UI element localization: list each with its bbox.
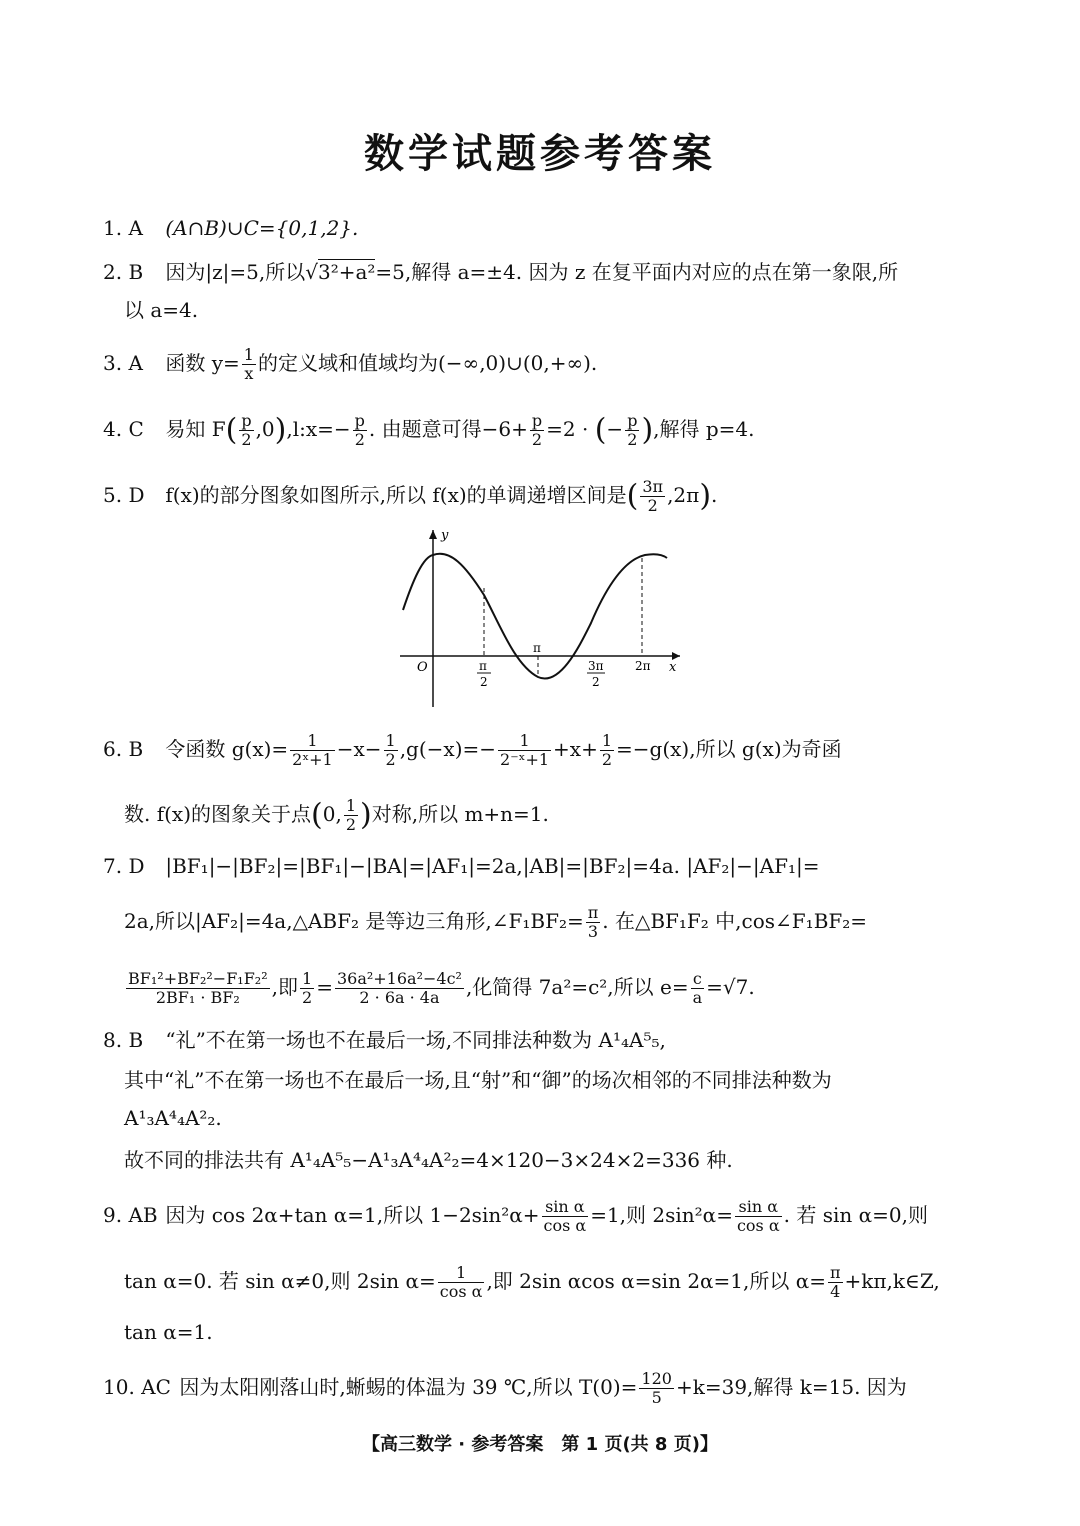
fraction xyxy=(438,1264,485,1301)
answer-number: 10. AC xyxy=(103,1375,171,1399)
answer-text: (A∩B)∪C={0,1,2}. xyxy=(165,216,359,240)
answer-9 xyxy=(103,1198,928,1235)
answer-number: 7. D xyxy=(103,854,145,878)
fraction xyxy=(290,732,335,769)
numerator: sin α xyxy=(542,1198,589,1217)
tick-pi: π xyxy=(533,641,541,655)
answer-2 xyxy=(103,258,898,286)
fraction xyxy=(639,1370,674,1407)
answer-text: |BF₁|−|BF₂|=|BF₁|−|BA|=|AF₁|=2a,|AB|=|BF₂|=4a. |AF₂|−|AF₁|= xyxy=(165,854,820,878)
fraction xyxy=(384,732,398,769)
paren-open: ( xyxy=(311,797,323,833)
answer-text: 2a,所以|AF₂|=4a,△ABF₂ 是等边三角形,∠F₁BF₂= xyxy=(124,909,584,933)
answer-text: ,2π xyxy=(667,483,700,507)
answer-text: 以 a=4. xyxy=(124,298,199,322)
answer-text: ,0 xyxy=(255,417,275,441)
y-axis-label: y xyxy=(441,528,449,543)
numerator: π xyxy=(830,1263,841,1282)
denominator: 2ˣ+1 xyxy=(292,750,333,769)
answer-7-line-3 xyxy=(124,970,755,1007)
answer-text: 因为|z|=5,所以 xyxy=(165,260,306,284)
fraction xyxy=(498,732,551,769)
answer-text: ,即 xyxy=(271,975,298,999)
fraction xyxy=(344,797,358,834)
denominator: 3 xyxy=(587,922,599,941)
answer-text: =√7. xyxy=(706,975,755,999)
tick-pi-over-2-num: π xyxy=(479,659,487,673)
answer-text: 数. f(x)的图象关于点 xyxy=(124,802,312,826)
answer-text: 其中“礼”不在第一场也不在最后一场,且“射”和“御”的场次相邻的不同排法种数为 xyxy=(124,1068,832,1092)
denominator: 2 xyxy=(354,430,365,449)
sine-curve xyxy=(403,554,667,679)
numerator: 1 xyxy=(302,969,313,988)
answer-text: ,即 2sin αcos α=sin 2α=1,所以 α= xyxy=(486,1269,827,1293)
denominator: 5 xyxy=(651,1388,662,1407)
answer-text: tan α=1. xyxy=(124,1320,213,1344)
numerator: 1 xyxy=(345,796,357,815)
sqrt-content: 3²+a² xyxy=(317,260,376,284)
numerator: 1 xyxy=(498,732,551,751)
answer-number: 1. A xyxy=(103,216,143,240)
answer-text: −x− xyxy=(336,737,382,761)
denominator: 2 xyxy=(345,815,357,834)
fraction xyxy=(586,904,601,941)
answer-text: 故不同的排法共有 A¹₄A⁵₅−A¹₃A⁴₄A²₂=4×120−3×24×2=336 种. xyxy=(124,1148,733,1172)
y-axis-arrow xyxy=(429,530,437,539)
answer-3 xyxy=(103,346,597,383)
answer-9-line-2 xyxy=(124,1264,940,1301)
numerator: p xyxy=(354,411,365,430)
numerator: 3π xyxy=(642,477,664,496)
answer-text: = xyxy=(316,975,333,999)
numerator: 1 xyxy=(438,1264,485,1283)
tick-3pi-over-2-den: 2 xyxy=(592,675,600,689)
fraction xyxy=(542,1198,589,1235)
answer-text: . xyxy=(711,483,718,507)
numerator: 1 xyxy=(601,731,613,750)
answer-text: ,g(−x)=− xyxy=(399,737,497,761)
denominator: 2 xyxy=(647,496,658,515)
tick-2pi: 2π xyxy=(635,659,651,673)
denominator: a xyxy=(692,988,703,1007)
denominator: 2 xyxy=(302,988,313,1007)
paren-open: ( xyxy=(594,412,607,448)
sine-graph xyxy=(395,525,685,710)
denominator: 2 xyxy=(385,750,396,769)
answer-number: 6. B xyxy=(103,737,144,761)
fraction xyxy=(239,412,253,449)
answer-8-line-4 xyxy=(124,1146,733,1174)
fraction xyxy=(691,970,705,1007)
denominator: 2 · 6a · 4a xyxy=(359,988,440,1007)
paren-open: ( xyxy=(626,478,639,514)
fraction xyxy=(828,1264,843,1301)
numerator: π xyxy=(587,903,599,922)
numerator: 1 xyxy=(243,345,254,364)
numerator: p xyxy=(241,411,252,430)
answer-number: 5. D xyxy=(103,483,145,507)
answer-text: 对称,所以 m+n=1. xyxy=(371,802,549,826)
paren-close: ) xyxy=(699,478,712,514)
answer-text: 函数 y= xyxy=(165,351,240,375)
answer-8 xyxy=(103,1026,666,1054)
fraction xyxy=(126,970,270,1007)
fraction xyxy=(353,412,367,449)
answer-text: 令函数 g(x)= xyxy=(165,737,289,761)
answer-4 xyxy=(103,412,755,449)
answer-text: f(x)的部分图象如图所示,所以 f(x)的单调递增区间是 xyxy=(165,483,627,507)
answer-7 xyxy=(103,852,820,880)
answer-text: 因为 cos 2α+tan α=1,所以 1−2sin²α+ xyxy=(165,1203,540,1227)
answer-text: =1,则 2sin²α= xyxy=(590,1203,733,1227)
answer-2-continued xyxy=(124,296,198,324)
answer-text: =−g(x),所以 g(x)为奇函 xyxy=(616,737,842,761)
denominator: 2 xyxy=(601,750,613,769)
answer-10 xyxy=(103,1370,907,1407)
answer-number: 3. A xyxy=(103,351,143,375)
origin-label: O xyxy=(417,660,428,675)
tick-pi-over-2-den: 2 xyxy=(480,675,488,689)
denominator: 2 xyxy=(627,430,638,449)
tick-3pi-over-2-num: 3π xyxy=(588,659,604,673)
answer-text: “礼”不在第一场也不在最后一场,不同排法种数为 A¹₄A⁵₅, xyxy=(165,1028,666,1052)
numerator: 36a²+16a²−4c² xyxy=(336,969,462,988)
numerator: sin α xyxy=(735,1198,782,1217)
answer-text: ,化简得 7a²=c²,所以 e= xyxy=(465,975,689,999)
answer-8-line-3 xyxy=(124,1104,222,1132)
answer-number: 4. C xyxy=(103,417,144,441)
numerator: 1 xyxy=(290,732,335,751)
numerator: p xyxy=(627,411,638,430)
fraction xyxy=(600,732,614,769)
answer-number: 8. B xyxy=(103,1028,144,1052)
numerator: p xyxy=(531,411,543,430)
answer-text: +k=39,解得 k=15. 因为 xyxy=(675,1375,907,1399)
answer-number: 2. B xyxy=(103,260,144,284)
answer-text: +x+ xyxy=(553,737,598,761)
answer-text: − xyxy=(606,417,624,441)
fraction xyxy=(242,346,256,383)
fraction xyxy=(300,970,314,1007)
answer-text: 0, xyxy=(322,802,342,826)
answer-7-line-2 xyxy=(124,904,867,941)
answer-text: tan α=0. 若 sin α≠0,则 2sin α= xyxy=(124,1269,436,1293)
denominator: x xyxy=(244,364,254,383)
paren-close: ) xyxy=(360,797,372,833)
fraction xyxy=(735,1198,782,1235)
paren-close: ) xyxy=(641,412,654,448)
answer-text: 因为太阳刚落山时,蜥蜴的体温为 39 ℃,所以 T(0)= xyxy=(179,1375,638,1399)
denominator: cos α xyxy=(439,1282,483,1301)
answer-text: =5,解得 a=±4. 因为 z 在复平面内对应的点在第一象限,所 xyxy=(375,260,899,284)
fraction xyxy=(625,412,639,449)
denominator: cos α xyxy=(736,1216,780,1235)
fraction xyxy=(335,970,464,1007)
answer-text: ,l:x=− xyxy=(286,417,351,441)
denominator: 2⁻ˣ+1 xyxy=(500,750,550,769)
numerator: 120 xyxy=(641,1369,672,1388)
denominator: 2BF₁ · BF₂ xyxy=(155,988,240,1007)
answer-8-line-2 xyxy=(124,1066,832,1094)
numerator: c xyxy=(691,970,705,989)
answer-1 xyxy=(103,214,358,242)
answer-text: 易知 F xyxy=(165,417,226,441)
fraction xyxy=(530,412,544,449)
answer-text: 的定义域和值域均为(−∞,0)∪(0,+∞). xyxy=(257,351,598,375)
paren-open: ( xyxy=(225,412,238,448)
page-footer: 【高三数学 · 参考答案 第 1 页(共 8 页)】 xyxy=(362,1434,718,1455)
paren-close: ) xyxy=(274,412,287,448)
answer-text: . 若 sin α=0,则 xyxy=(783,1203,928,1227)
answer-text: A¹₃A⁴₄A²₂. xyxy=(124,1106,222,1130)
denominator: 4 xyxy=(830,1282,841,1301)
answer-text: ,解得 p=4. xyxy=(653,417,755,441)
answer-number: 9. AB xyxy=(103,1203,158,1227)
denominator: 2 xyxy=(531,430,543,449)
answer-text: . 在△BF₁F₂ 中,cos∠F₁BF₂= xyxy=(602,909,868,933)
answer-text: . 由题意可得−6+ xyxy=(368,417,528,441)
answer-6 xyxy=(103,732,842,769)
answer-5 xyxy=(103,478,717,515)
x-axis-arrow xyxy=(672,652,680,660)
answer-9-line-3 xyxy=(124,1318,213,1346)
sqrt-sign: √ xyxy=(305,260,318,284)
answer-text: +kπ,k∈Z, xyxy=(844,1269,940,1293)
page-title: 数学试题参考答案 xyxy=(364,131,716,177)
answer-text: =2 · xyxy=(546,417,595,441)
fraction xyxy=(640,478,665,515)
numerator: BF₁²+BF₂²−F₁F₂² xyxy=(128,969,268,988)
denominator: cos α xyxy=(543,1216,587,1235)
denominator: 2 xyxy=(241,430,252,449)
answer-6-continued xyxy=(124,797,549,834)
numerator: 1 xyxy=(385,731,396,750)
x-axis-label: x xyxy=(669,660,677,675)
